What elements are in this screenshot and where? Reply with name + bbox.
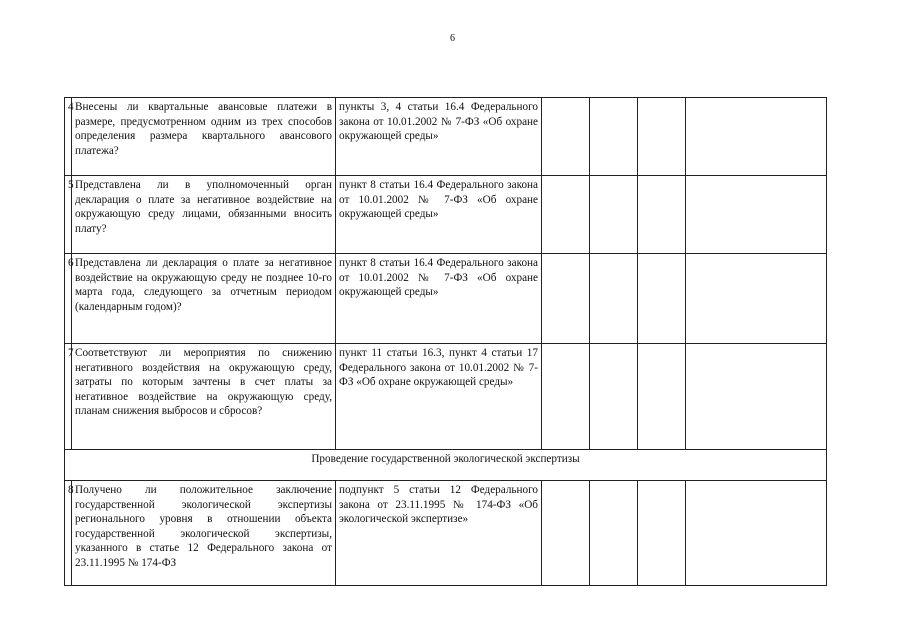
answer-no-cell [590, 254, 638, 344]
answer-na-cell [638, 98, 686, 176]
answer-no-cell [590, 98, 638, 176]
comment-cell [686, 254, 827, 344]
question-cell: Представлена ли в уполномоченный орган декларация о плате за негативное воздействие на окружающую среду лицами, обязанными вносить плату? [72, 176, 336, 254]
section-title: Проведение государственной экологической экспертизы [65, 450, 827, 481]
table-row [65, 344, 827, 450]
answer-na-cell [638, 254, 686, 344]
page-number: 6 [450, 33, 455, 44]
row-number: 4 [65, 98, 72, 176]
comment-cell [686, 176, 827, 254]
question-cell: Представлена ли декларация о плате за негативное воздействие на окружающую среду не позднее 10-го марта года, следующего за отчетным периодом (календарным годом)? [72, 254, 336, 344]
table-row [65, 481, 827, 586]
answer-yes-cell [542, 254, 590, 344]
question-cell: Внесены ли квартальные авансовые платежи в размере, предусмотренном одним из трех способов определения размера квартального авансового платежа? [72, 98, 336, 176]
reference-cell: пункт 11 статьи 16.3, пункт 4 статьи 17 Федерального закона от 10.01.2002 № 7-ФЗ «Об охране окружающей среды» [336, 344, 542, 450]
question-cell: Соответствуют ли мероприятия по снижению негативного воздействия на окружающую среду, затраты по которым зачтены в счет платы за негативное воздействие на окружающую среду, планам снижения выбросов и сбросов? [72, 344, 336, 450]
answer-yes-cell [542, 344, 590, 450]
answer-no-cell [590, 481, 638, 586]
table-row [65, 98, 827, 176]
row-number: 6 [65, 254, 72, 344]
reference-cell: пункт 8 статьи 16.4 Федерального закона от 10.01.2002 № 7-ФЗ «Об охране окружающей среды» [336, 176, 542, 254]
answer-no-cell [590, 344, 638, 450]
comment-cell [686, 98, 827, 176]
answer-yes-cell [542, 481, 590, 586]
section-row [65, 450, 827, 481]
row-number: 7 [65, 344, 72, 450]
row-number: 8 [65, 481, 72, 586]
checklist-table [64, 97, 827, 586]
question-cell: Получено ли положительное заключение государственной экологической экспертизы регионального уровня в отношении объекта государственной экологической экспертизы, указанного в статье 12 Федерального закона от 23.11.1995 № 174-ФЗ [72, 481, 336, 586]
answer-na-cell [638, 344, 686, 450]
comment-cell [686, 344, 827, 450]
answer-yes-cell [542, 176, 590, 254]
answer-yes-cell [542, 98, 590, 176]
table-row [65, 176, 827, 254]
row-number: 5 [65, 176, 72, 254]
table-row [65, 254, 827, 344]
reference-cell: подпункт 5 статьи 12 Федерального закона от 23.11.1995 № 174-ФЗ «Об экологической экспертизе» [336, 481, 542, 586]
answer-no-cell [590, 176, 638, 254]
answer-na-cell [638, 176, 686, 254]
comment-cell [686, 481, 827, 586]
reference-cell: пункт 8 статьи 16.4 Федерального закона от 10.01.2002 № 7-ФЗ «Об охране окружающей среды» [336, 254, 542, 344]
reference-cell: пункты 3, 4 статьи 16.4 Федерального закона от 10.01.2002 № 7-ФЗ «Об охране окружающей среды» [336, 98, 542, 176]
answer-na-cell [638, 481, 686, 586]
